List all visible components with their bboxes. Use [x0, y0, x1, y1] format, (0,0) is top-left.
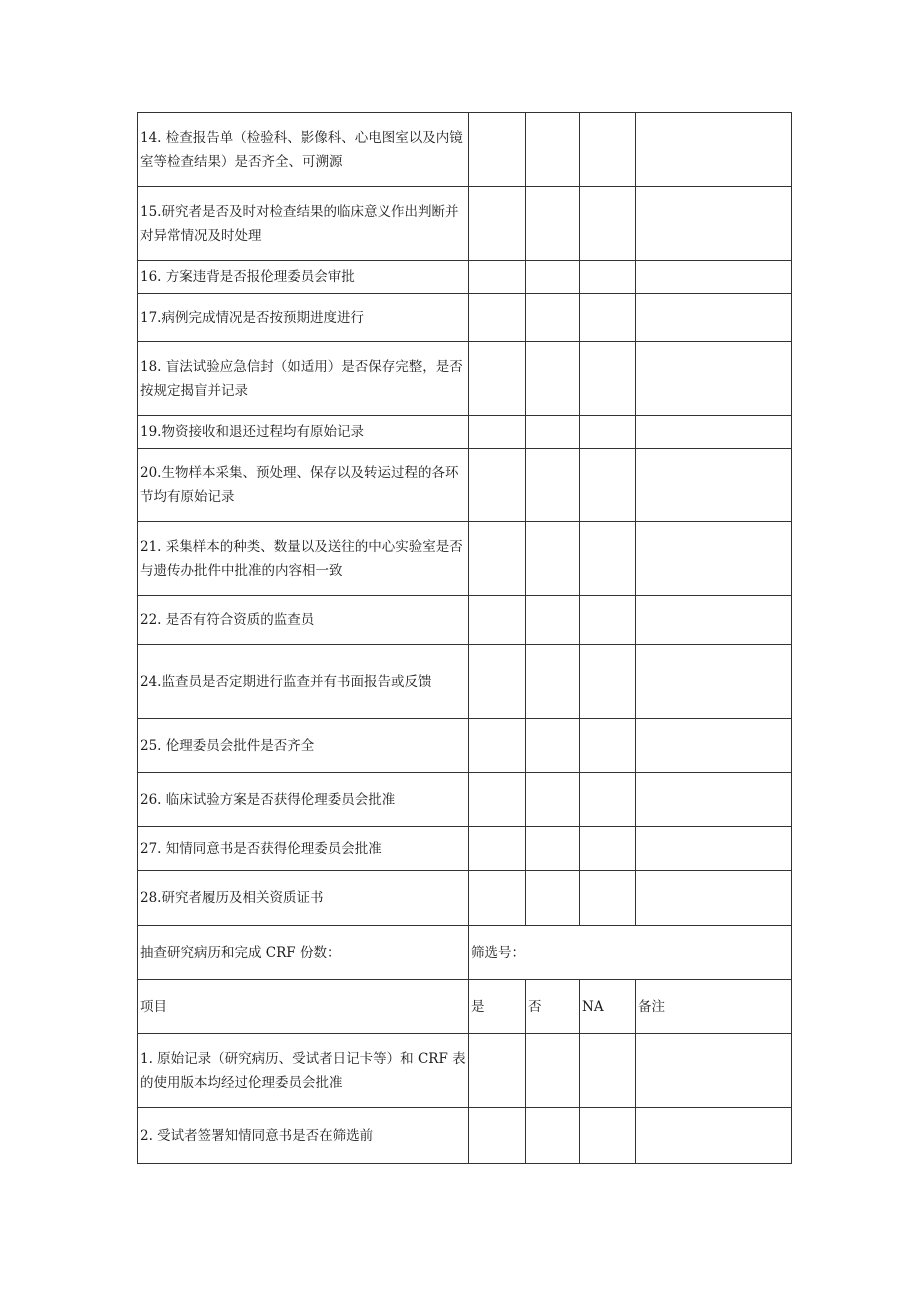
no-cell[interactable]	[526, 294, 580, 342]
na-cell[interactable]	[580, 645, 636, 719]
yes-cell[interactable]	[469, 719, 526, 773]
item-text: 27. 知情同意书是否获得伦理委员会批准	[138, 827, 469, 871]
na-cell[interactable]	[580, 1034, 636, 1108]
table-row	[138, 187, 792, 261]
no-cell[interactable]	[526, 871, 580, 926]
note-cell[interactable]	[636, 773, 792, 827]
yes-cell[interactable]	[469, 596, 526, 645]
no-cell[interactable]	[526, 522, 580, 596]
table-row	[138, 449, 792, 522]
table-row	[138, 522, 792, 596]
yes-cell[interactable]	[469, 871, 526, 926]
item-text: 25. 伦理委员会批件是否齐全	[138, 719, 469, 773]
table-row	[138, 294, 792, 342]
note-cell[interactable]	[636, 449, 792, 522]
note-cell[interactable]	[636, 113, 792, 187]
yes-cell[interactable]	[469, 827, 526, 871]
na-cell[interactable]	[580, 719, 636, 773]
header-no: 否	[526, 980, 580, 1034]
table-row	[138, 719, 792, 773]
item-text: 15.研究者是否及时对检查结果的临床意义作出判断并对异常情况及时处理	[138, 187, 469, 261]
table-row	[138, 261, 792, 294]
na-cell[interactable]	[580, 294, 636, 342]
note-cell[interactable]	[636, 261, 792, 294]
yes-cell[interactable]	[469, 522, 526, 596]
no-cell[interactable]	[526, 645, 580, 719]
na-cell[interactable]	[580, 522, 636, 596]
note-cell[interactable]	[636, 1108, 792, 1164]
item-text: 2. 受试者签署知情同意书是否在筛选前	[138, 1108, 469, 1164]
yes-cell[interactable]	[469, 342, 526, 416]
no-cell[interactable]	[526, 773, 580, 827]
screening-number-field[interactable]: 筛选号：	[469, 926, 792, 980]
na-cell[interactable]	[580, 596, 636, 645]
no-cell[interactable]	[526, 596, 580, 645]
item-text: 20.生物样本采集、预处理、保存以及转运过程的各环节均有原始记录	[138, 449, 469, 522]
header-note: 备注	[636, 980, 792, 1034]
item-text: 24.监查员是否定期进行监查并有书面报告或反馈	[138, 645, 469, 719]
na-cell[interactable]	[580, 449, 636, 522]
note-cell[interactable]	[636, 645, 792, 719]
table-row	[138, 1034, 792, 1108]
item-text: 21. 采集样本的种类、数量以及送往的中心实验室是否与遗传办批件中批准的内容相一致	[138, 522, 469, 596]
item-text: 1. 原始记录（研究病历、受试者日记卡等）和 CRF 表的使用版本均经过伦理委员会批准	[138, 1034, 469, 1108]
table-row	[138, 1108, 792, 1164]
sampling-row	[138, 926, 792, 980]
note-cell[interactable]	[636, 596, 792, 645]
note-cell[interactable]	[636, 719, 792, 773]
na-cell[interactable]	[580, 773, 636, 827]
no-cell[interactable]	[526, 1034, 580, 1108]
item-text: 18. 盲法试验应急信封（如适用）是否保存完整，是否按规定揭盲并记录	[138, 342, 469, 416]
no-cell[interactable]	[526, 719, 580, 773]
table-row	[138, 416, 792, 449]
table-row	[138, 596, 792, 645]
table-row	[138, 645, 792, 719]
na-cell[interactable]	[580, 113, 636, 187]
yes-cell[interactable]	[469, 449, 526, 522]
na-cell[interactable]	[580, 187, 636, 261]
no-cell[interactable]	[526, 1108, 580, 1164]
no-cell[interactable]	[526, 449, 580, 522]
note-cell[interactable]	[636, 871, 792, 926]
table-row	[138, 113, 792, 187]
item-text: 16. 方案违背是否报伦理委员会审批	[138, 261, 469, 294]
sampling-label: 抽查研究病历和完成 CRF 份数：	[138, 926, 469, 980]
yes-cell[interactable]	[469, 1108, 526, 1164]
yes-cell[interactable]	[469, 416, 526, 449]
yes-cell[interactable]	[469, 113, 526, 187]
no-cell[interactable]	[526, 187, 580, 261]
header-na: NA	[580, 980, 636, 1034]
item-text: 26. 临床试验方案是否获得伦理委员会批准	[138, 773, 469, 827]
audit-checklist-table	[137, 112, 792, 1164]
yes-cell[interactable]	[469, 1034, 526, 1108]
na-cell[interactable]	[580, 827, 636, 871]
note-cell[interactable]	[636, 522, 792, 596]
na-cell[interactable]	[580, 1108, 636, 1164]
yes-cell[interactable]	[469, 187, 526, 261]
table-row	[138, 871, 792, 926]
yes-cell[interactable]	[469, 645, 526, 719]
no-cell[interactable]	[526, 827, 580, 871]
note-cell[interactable]	[636, 1034, 792, 1108]
note-cell[interactable]	[636, 342, 792, 416]
header-yes: 是	[469, 980, 526, 1034]
no-cell[interactable]	[526, 416, 580, 449]
no-cell[interactable]	[526, 113, 580, 187]
table-row	[138, 773, 792, 827]
item-text: 14. 检查报告单（检验科、影像科、心电图室以及内镜室等检查结果）是否齐全、可溯源	[138, 113, 469, 187]
note-cell[interactable]	[636, 827, 792, 871]
table-row	[138, 827, 792, 871]
na-cell[interactable]	[580, 261, 636, 294]
na-cell[interactable]	[580, 871, 636, 926]
na-cell[interactable]	[580, 416, 636, 449]
no-cell[interactable]	[526, 342, 580, 416]
table-row	[138, 342, 792, 416]
item-text: 22. 是否有符合资质的监查员	[138, 596, 469, 645]
na-cell[interactable]	[580, 342, 636, 416]
yes-cell[interactable]	[469, 294, 526, 342]
header-item: 项目	[138, 980, 469, 1034]
note-cell[interactable]	[636, 416, 792, 449]
note-cell[interactable]	[636, 294, 792, 342]
item-text: 17.病例完成情况是否按预期进度进行	[138, 294, 469, 342]
yes-cell[interactable]	[469, 261, 526, 294]
no-cell[interactable]	[526, 261, 580, 294]
item-text: 28.研究者履历及相关资质证书	[138, 871, 469, 926]
note-cell[interactable]	[636, 187, 792, 261]
item-text: 19.物资接收和退还过程均有原始记录	[138, 416, 469, 449]
header-row	[138, 980, 792, 1034]
yes-cell[interactable]	[469, 773, 526, 827]
